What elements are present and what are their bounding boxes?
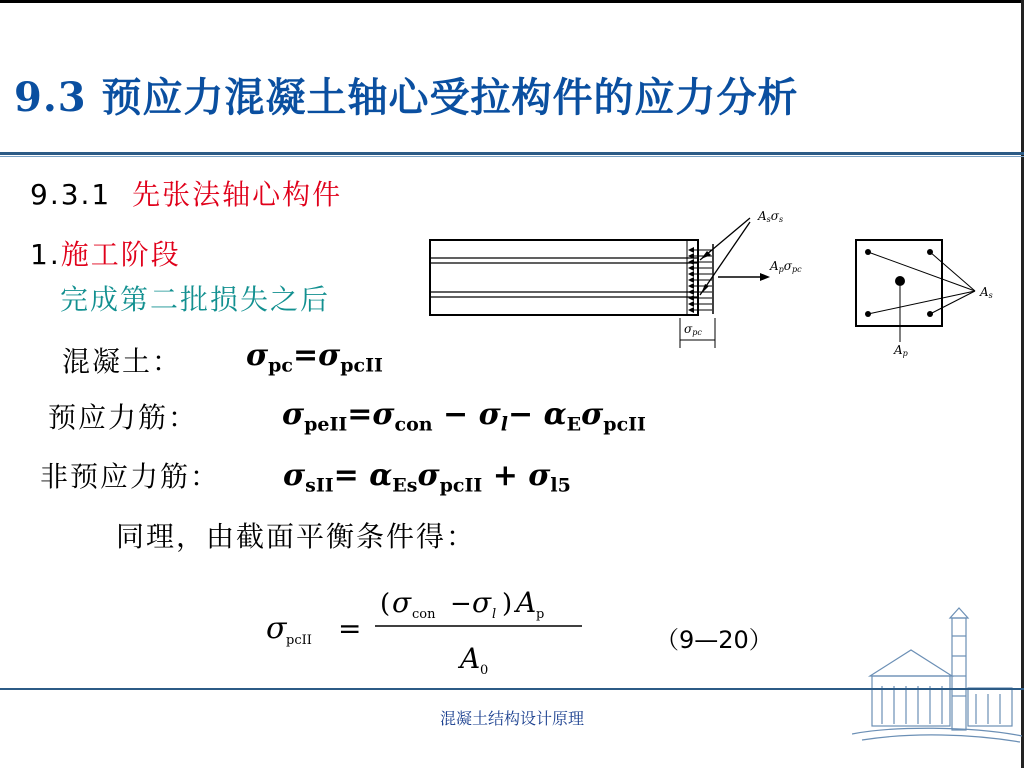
label-As: As [980,285,993,300]
label-sigma-pc: σpc [684,322,702,337]
svg-text:σ: σ [266,611,287,646]
nonprestress-equation: $\sigma_{sII}= \alpha_{Es}\sigma_{pcII} + \sigma_{l5}$ [283,458,571,497]
svg-text:0: 0 [480,663,489,678]
nonprestress-label: 非预应力筋： [40,460,221,493]
svg-text:A: A [516,586,537,619]
svg-text:l: l [492,607,497,622]
svg-text:): ) [502,589,513,619]
label-as-sigma-s: Asσs [758,209,784,224]
svg-text:=: = [338,612,362,645]
formula-9-20 [260,580,600,680]
label-ap-sigma-pc: Apσpc [770,259,802,274]
svg-text:A: A [460,642,481,675]
equilibrium-text: 同理，由截面平衡条件得： [116,520,477,553]
section-heading [30,173,342,213]
title-divider-thin [0,156,1024,157]
svg-text:p: p [536,607,545,622]
concrete-label: 混凝土： [62,345,183,378]
footer-text: 混凝土结构设计原理 [439,709,584,728]
title-divider [0,152,1024,155]
concrete-equation: $\sigma_{pc}=\sigma_{pcII}$ [246,338,383,377]
top-border [0,0,1024,3]
section-number: 9.3.1 [30,178,112,211]
footer-divider [0,688,1024,690]
prestress-equation: $\sigma_{peII}=\sigma_{con} - \sigma_l- \alpha_E\sigma_{pcII}$ [282,397,646,436]
prestress-label: 预应力筋： [48,401,199,434]
svg-text:−: − [450,589,472,619]
equation-number: （9—20） [655,626,773,654]
cross-section-diagram [850,234,1010,364]
stage-heading [30,233,181,273]
svg-text:(: ( [380,589,391,619]
svg-text:pcII: pcII [286,633,312,648]
member-diagram [418,200,818,360]
stage-title: 施工阶段 [60,238,181,271]
section-title: 先张法轴心构件 [132,178,343,211]
label-Ap: Ap [894,343,908,358]
stage-number: 1. [30,238,61,271]
stage-subtitle: 完成第二批损失之后 [60,283,331,316]
svg-text:σ: σ [392,586,412,619]
svg-text:con: con [412,607,436,622]
slide-title: 9.3 预应力混凝土轴心受拉构件的应力分析 [14,74,799,121]
svg-text:σ: σ [472,586,492,619]
